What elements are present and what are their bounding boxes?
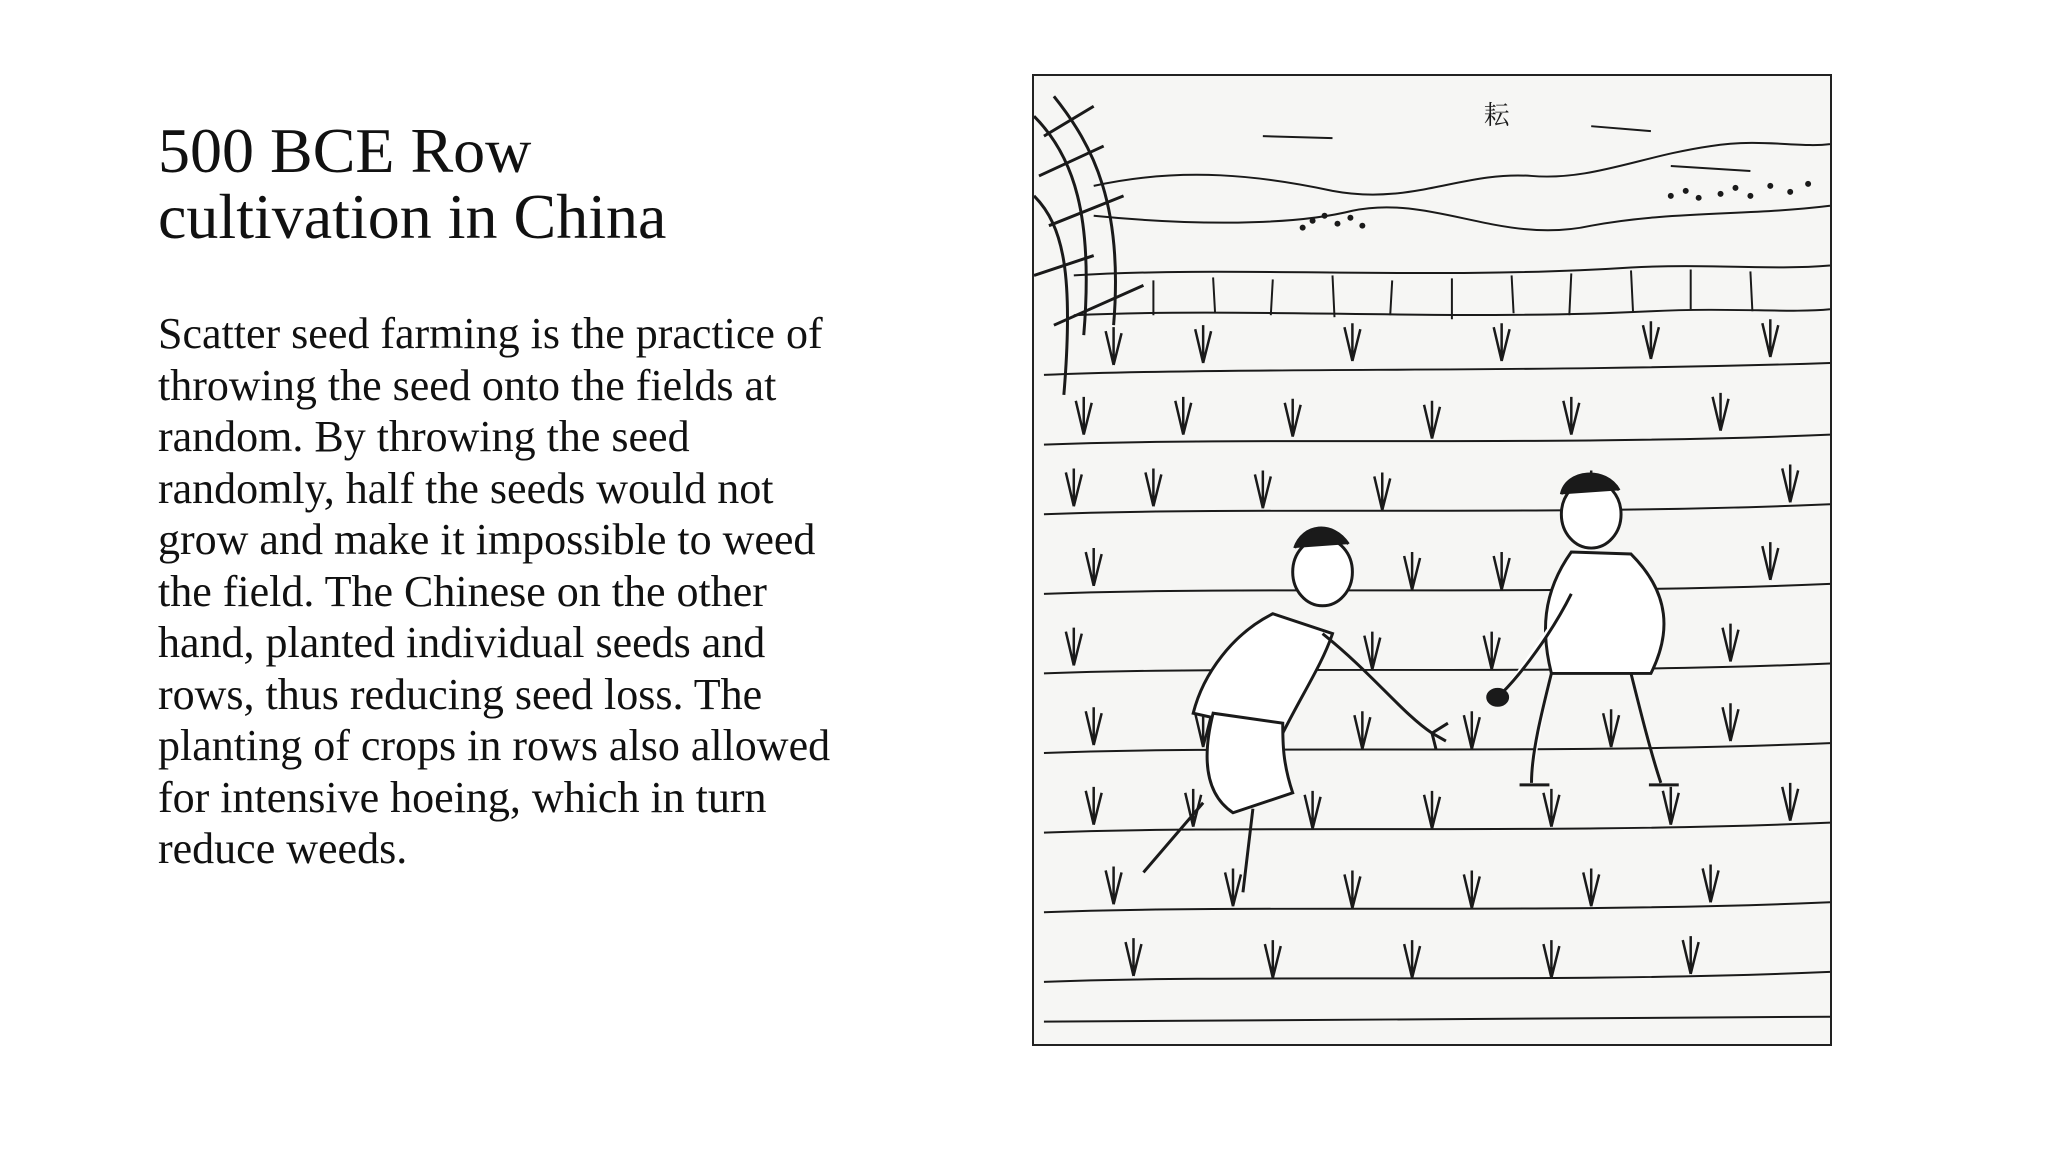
field-bank [1074,265,1830,319]
willow-tree [1034,96,1143,395]
caption-glyph: 耘 [1483,101,1510,132]
right-farmer-figure [1488,474,1679,785]
slide-body-text: Scatter seed farming is the practice of throwing the seed onto the fields at random. By throwing the seed randomly, half the seeds would not grow and make it impossible to weed the field. The Chinese on the other hand, planted individual seeds and rows, thus reducing seed loss. The planting of crops in rows also allowed for intensive hoeing, which in turn reduce weeds. [158,309,831,873]
left-farmer-figure [1143,528,1447,892]
paddy-rows [1044,363,1830,1022]
rice-paddy-woodcut-illustration [1032,74,1832,1046]
woodcut-drawing [1034,76,1830,1044]
hills [1094,126,1830,230]
shrubs [1300,181,1811,231]
slide-title: 500 BCE Row cultivation in China [158,115,667,252]
rice-seedlings [1066,319,1798,978]
